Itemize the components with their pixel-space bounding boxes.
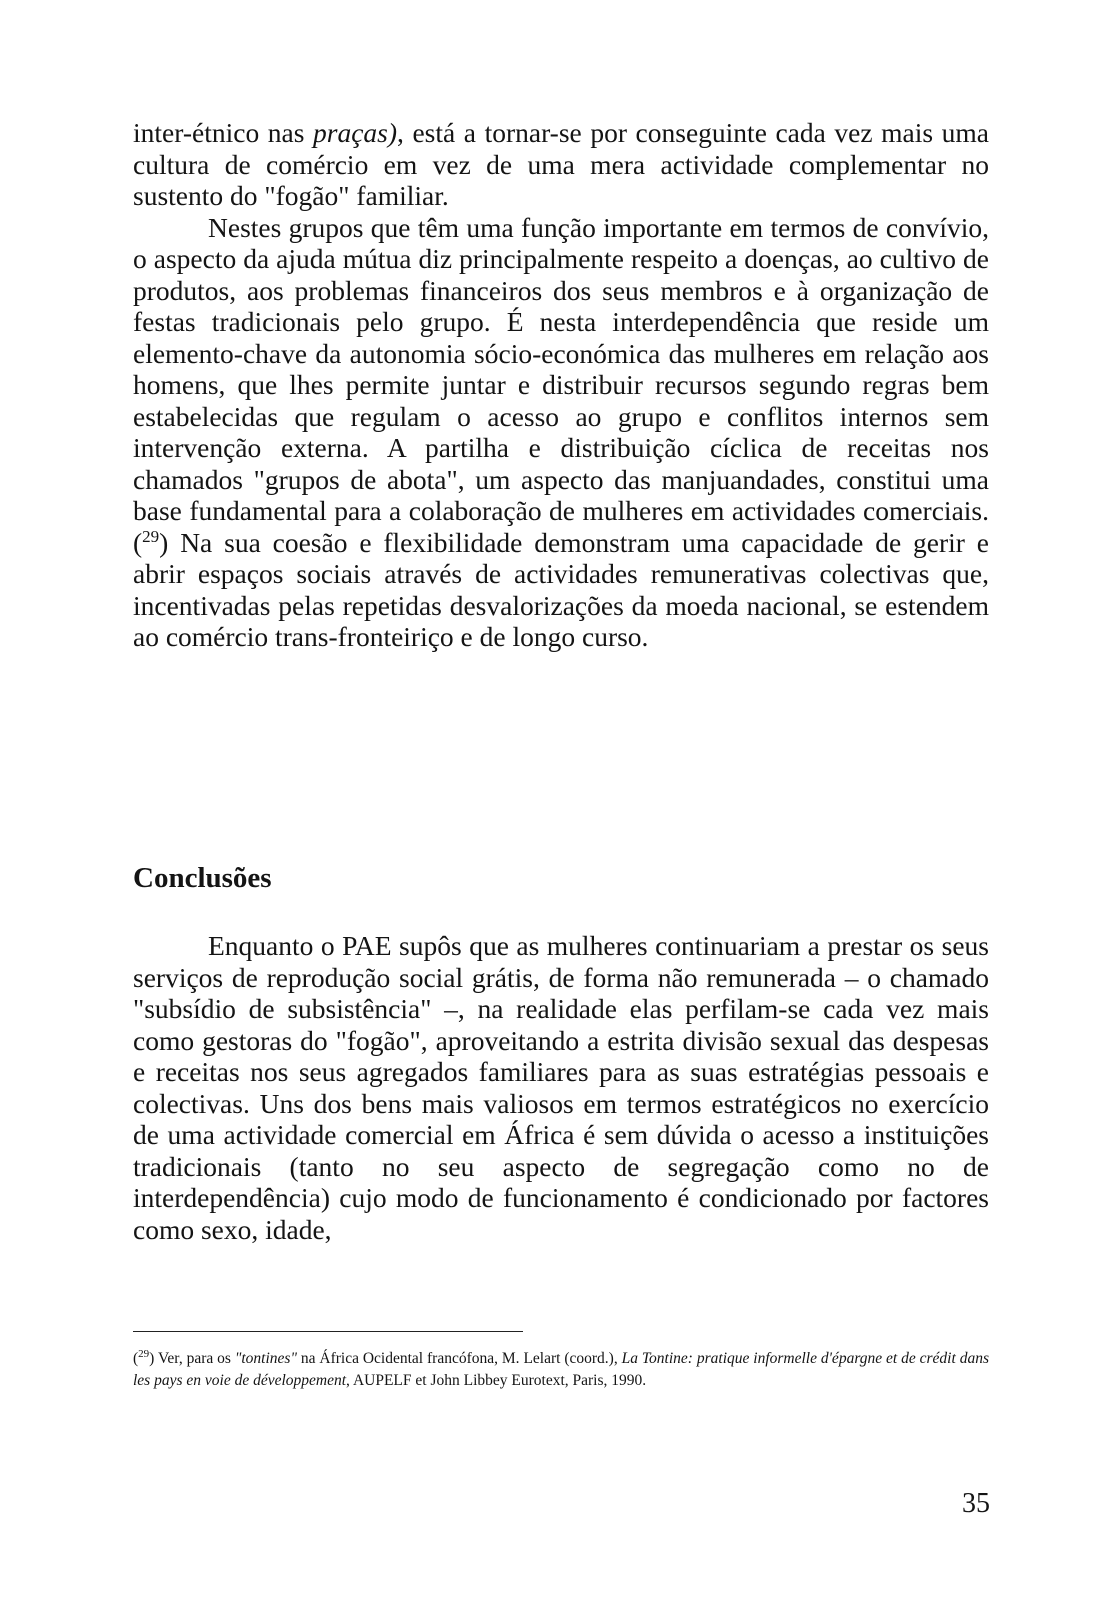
section-heading: Conclusões [133,862,272,894]
page-number: 35 [962,1488,990,1519]
footnote: ($^{29}$) Ver, para os "tontines" na África Ocidental francófona, M. Lelart (coord.), La Tontine: pratique informelle d'épargne et de crédit dans les pays en voie de développement, AUPELF et John Libbey Eurotext, Paris, 1990. [133,1347,989,1389]
italic-word: praças) [313,117,398,148]
footnote-book-title: La Tontine: pratique informelle d'épargne et de crédit dans les pays en voie de développement [133,1350,989,1389]
paragraph-conclusions: Enquanto o PAE supôs que as mulheres continuariam a prestar os seus serviços de reprodução social grátis, de forma não remunerada – o chamado "subsídio de subsistência" –, na realidade elas perfilam-se cada vez mais como gestoras do "fogão", aproveitando a estrita divisão sexual das despesas e receitas nos seus agregados familiares para as suas estratégias pessoais e colectivas. Uns dos bens mais valiosos em termos estratégicos no exercício de uma actividade comercial em África é sem dúvida o acesso a instituições tradicionais (tanto no seu aspecto de segregação como no de interdependência) cujo modo de funcionamento é condicionado por factores como sexo, idade, [133,930,989,1245]
paragraph-continuation: inter-étnico nas praças), está a tornar-se por conseguinte cada vez mais uma cultura de comércio em vez de uma mera actividade complementar no sustento do "fogão" familiar. [133,117,989,211]
body-text-top [133,117,989,653]
paragraph-mutual-aid: Nestes grupos que têm uma função importante em termos de convívio, o aspecto da ajuda mútua diz principalmente respeito a doenças, ao cultivo de produtos, aos problemas financeiros dos seus membros e à organização de festas tradicionais pelo grupo. É nesta interdependência que reside um elemento-chave da autonomia sócio-económica das mulheres em relação aos homens, que lhes permite juntar e distribuir recursos segundo regras bem estabelecidas que regulam o acesso ao grupo e conflitos internos sem intervenção externa. A partilha e distribuição cíclica de receitas nos chamados "grupos de abota", um aspecto das manjuandades, constitui uma base fundamental para a colaboração de mulheres em actividades comerciais.($^{29}$) Na sua coesão e flexibilidade demonstram uma capacidade de gerir e abrir espaços sociais através de actividades remunerativas colectivas que, incentivadas pelas repetidas desvalorizações da moeda nacional, se estendem ao comércio trans-fronteiriço e de longo curso. [133,211,989,652]
body-text-bottom [133,930,989,1245]
footnote-divider [133,1331,523,1332]
footnote-reference: ($^{29}$) [133,526,169,558]
